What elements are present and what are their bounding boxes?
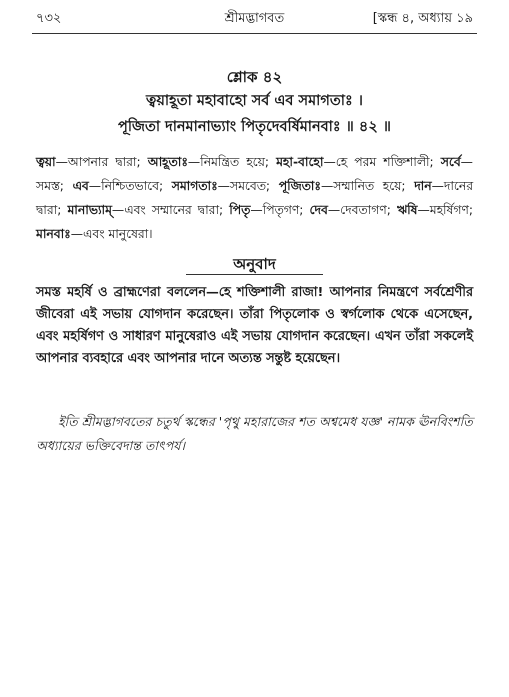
synonym-meaning: এবং মানুষেরা। <box>83 227 153 241</box>
page-number: ৭৩২ <box>36 11 62 26</box>
synonym-meaning: নিশ্চিতভাবে; <box>101 179 164 193</box>
chapter-location: [স্কন্ধ ৪, অধ্যায় ১৯ <box>372 11 473 26</box>
synonym-meaning: পিতৃগণ; <box>262 203 304 217</box>
translation-heading: অনুবাদ <box>233 255 276 273</box>
synonym-meaning: দেবতাগণ; <box>340 203 391 217</box>
synonym-meaning: সমস্ত; <box>36 179 64 193</box>
synonym-meaning: মহর্ষিগণ; <box>429 203 473 217</box>
synonym-word: মহা-বাহো <box>276 155 324 169</box>
book-title: শ্রীমদ্ভাগবত <box>224 11 285 26</box>
translation-underline <box>186 274 323 275</box>
synonym-word: ঋষি <box>396 203 418 217</box>
synonym-word: পিতৃ <box>229 203 251 217</box>
verse-line-2: পূজিতা দানমানাভ্যাং পিতৃদেবর্ষিমানবাঃ ॥ ৪২ ॥ <box>117 119 392 135</box>
translation-text: সমস্ত মহর্ষি ও ব্রাহ্মণেরা বললেন—হে শক্তিশালী রাজা! আপনার নিমন্ত্রণে সর্বশ্রেণীর জীবেরা এই সভায় যোগদান করেছেন। তাঁরা পিতৃলোক ও স্বর্গলোক থেকে এসেছেন, এবং মহর্ষিগণ ও সাধারণ মানুষেরাও এই সভায় যোগদান করেছেন। এখন তাঁরা সকলেই আপনার ব্যবহারে এবং আপনার দানে অত্যন্ত সন্তুষ্ট হয়েছেন। <box>36 285 473 366</box>
synonym-meaning: আপনার দ্বারা; <box>67 155 141 169</box>
synonym-word: এব <box>72 179 89 193</box>
synonym-meaning: সম্মানিত হয়ে; <box>333 179 406 193</box>
chapter-closing-note: ইতি শ্রীমদ্ভাগবতের চতুর্থ স্কন্ধের 'পৃথু মহারাজের শত অশ্বমেধ যজ্ঞ' নামক ঊনবিংশতি অধ্যায়ের ভক্তিবেদান্ত তাৎপর্য। <box>36 414 473 453</box>
synonym-word: পূজিতাঃ <box>278 179 321 193</box>
synonyms-paragraph: ত্বয়া—আপনার দ্বারা; আহূতাঃ—নিমন্ত্রিত হয়ে; মহা-বাহো—হে পরম শক্তিশালী; সর্বে—সমস্ত; এব—নিশ্চিতভাবে; সমাগতাঃ—সমবেত; পূজিতাঃ—সম্মানিত হয়ে; দান—দানের দ্বারা; মানাভ্যাম্—এবং সম্মানের দ্বারা; পিতৃ—পিতৃগণ; দেব—দেবতাগণ; ঋষি—মহর্ষিগণ; মানবাঃ—এবং মানুষেরা। <box>36 155 473 241</box>
synonym-word: মানাভ্যাম্ <box>67 203 112 217</box>
page-header <box>36 8 473 30</box>
synonym-word: দান <box>414 179 432 193</box>
synonym-meaning: দানের দ্বারা; <box>36 179 473 217</box>
synonym-meaning: হে পরম শক্তিশালী; <box>335 155 434 169</box>
synonym-word: সর্বে <box>440 155 461 169</box>
synonym-word: সমাগতাঃ <box>171 179 218 193</box>
synonym-word: আহূতাঃ <box>147 155 188 169</box>
synonym-meaning: সমবেত; <box>229 179 271 193</box>
synonym-word: দেব <box>309 203 328 217</box>
synonym-meaning: নিমন্ত্রিত হয়ে; <box>200 155 270 169</box>
verse-heading: শ্লোক ৪২ <box>226 68 283 86</box>
synonym-word: মানবাঃ <box>36 227 71 241</box>
header-divider <box>32 33 477 34</box>
synonym-word: ত্বয়া <box>36 155 56 169</box>
verse-line-1: ত্বয়াহূতা মহাবাহো সর্ব এব সমাগতাঃ । <box>146 93 363 109</box>
synonym-meaning: এবং সম্মানের দ্বারা; <box>124 203 224 217</box>
